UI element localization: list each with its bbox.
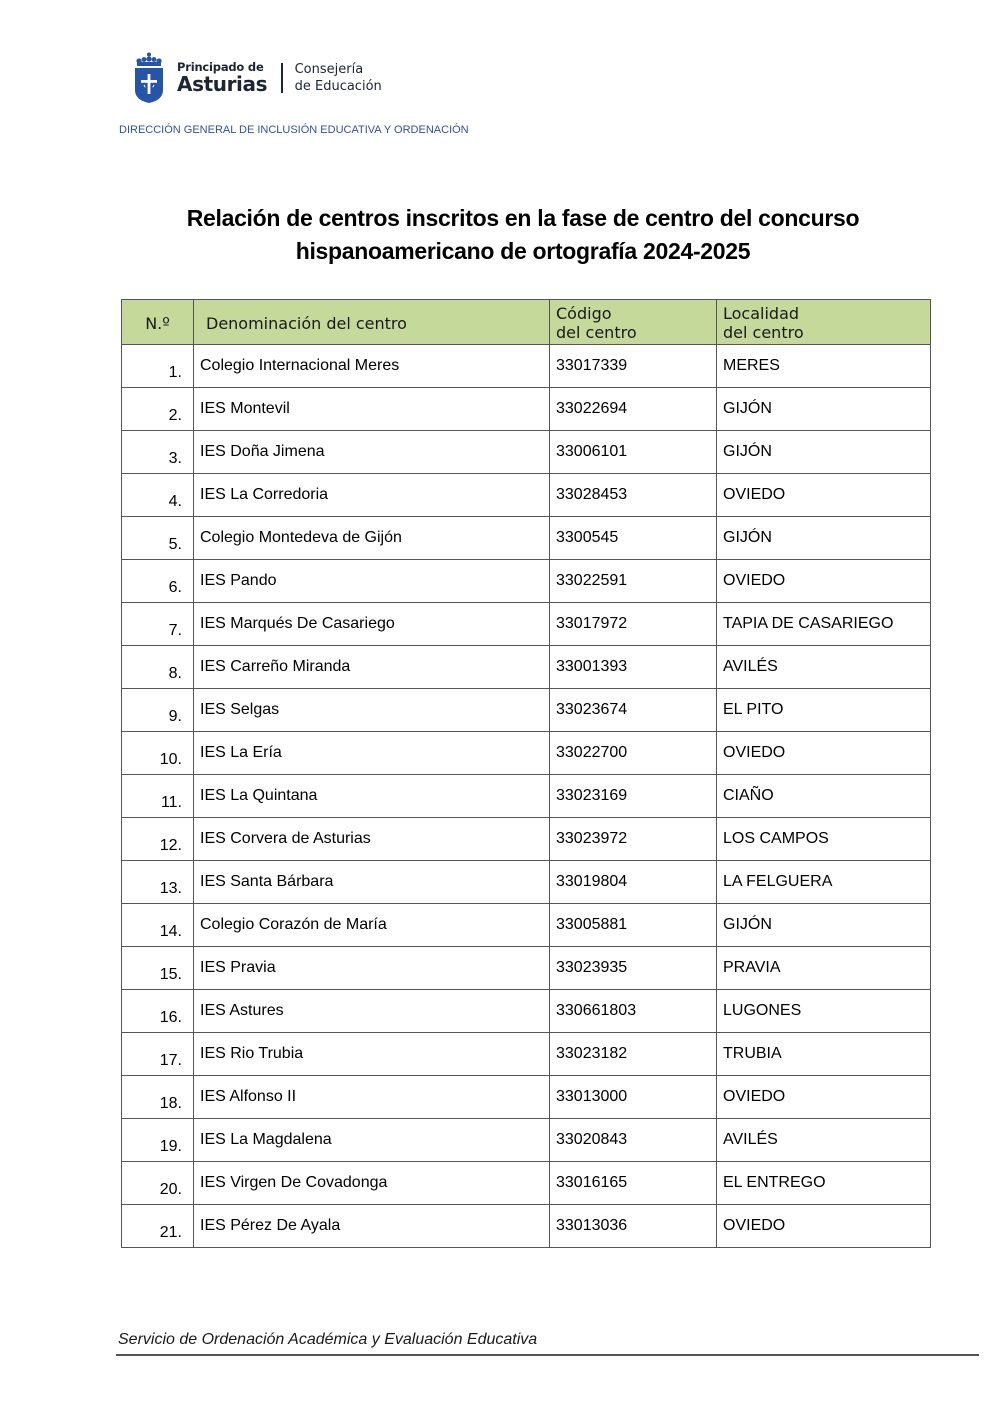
school-locality: GIJÓN — [717, 517, 931, 560]
school-code: 33001393 — [550, 646, 717, 689]
school-locality: EL ENTREGO — [717, 1162, 931, 1205]
brand-top-text: Principado de — [177, 59, 264, 74]
school-locality: TAPIA DE CASARIEGO — [717, 603, 931, 646]
school-code: 330661803 — [550, 990, 717, 1033]
school-code: 33022700 — [550, 732, 717, 775]
table-row — [122, 990, 931, 1033]
school-locality: AVILÉS — [717, 646, 931, 689]
school-code: 33023182 — [550, 1033, 717, 1076]
school-locality: OVIEDO — [717, 1205, 931, 1248]
school-code: 33023674 — [550, 689, 717, 732]
school-code: 33022694 — [550, 388, 717, 431]
school-code: 33017972 — [550, 603, 717, 646]
table-row — [122, 517, 931, 560]
school-name: IES La Corredoria — [194, 474, 550, 517]
schools-table — [121, 299, 931, 1248]
row-number: 16. — [122, 990, 194, 1033]
column-header-code — [550, 300, 717, 345]
school-code: 33023169 — [550, 775, 717, 818]
school-code: 33028453 — [550, 474, 717, 517]
school-name: IES Pravia — [194, 947, 550, 990]
school-locality: OVIEDO — [717, 1076, 931, 1119]
school-name: IES Selgas — [194, 689, 550, 732]
footer-divider — [116, 1354, 979, 1356]
department-line-1: Consejería — [294, 62, 364, 77]
document-title-line-2: hispanoamericano de ortografía 2024-2025 — [295, 238, 751, 264]
school-locality: PRAVIA — [717, 947, 931, 990]
school-name: IES La Quintana — [194, 775, 550, 818]
row-number: 11. — [122, 775, 194, 818]
row-number: 19. — [122, 1119, 194, 1162]
school-code: 33016165 — [550, 1162, 717, 1205]
row-number: 12. — [122, 818, 194, 861]
school-name: IES Pérez De Ayala — [194, 1205, 550, 1248]
row-number: 15. — [122, 947, 194, 990]
school-locality: LOS CAMPOS — [717, 818, 931, 861]
table-header-row — [122, 300, 931, 345]
school-code: 33020843 — [550, 1119, 717, 1162]
table-row — [122, 388, 931, 431]
table-row — [122, 861, 931, 904]
brand-main-text: Asturias — [177, 72, 268, 97]
school-code: 33005881 — [550, 904, 717, 947]
school-code: 33023972 — [550, 818, 717, 861]
footer-service-name: Servicio de Ordenación Académica y Evaluación Educativa — [118, 1331, 538, 1348]
row-number: 13. — [122, 861, 194, 904]
column-header-locality — [717, 300, 931, 345]
table-row — [122, 345, 931, 388]
department-name — [295, 61, 382, 95]
brand-name — [177, 59, 268, 97]
school-code: 33017339 — [550, 345, 717, 388]
table-row — [122, 904, 931, 947]
table-row — [122, 431, 931, 474]
table-row — [122, 560, 931, 603]
school-name: IES Virgen De Covadonga — [194, 1162, 550, 1205]
school-locality: OVIEDO — [717, 474, 931, 517]
row-number: 21. — [122, 1205, 194, 1248]
table-row — [122, 1162, 931, 1205]
row-number: 8. — [122, 646, 194, 689]
school-locality: GIJÓN — [717, 431, 931, 474]
school-locality: LA FELGUERA — [717, 861, 931, 904]
table-row — [122, 732, 931, 775]
school-locality: GIJÓN — [717, 904, 931, 947]
school-name: Colegio Internacional Meres — [194, 345, 550, 388]
row-number: 17. — [122, 1033, 194, 1076]
school-name: IES Marqués De Casariego — [194, 603, 550, 646]
school-locality: CIAÑO — [717, 775, 931, 818]
school-locality: LUGONES — [717, 990, 931, 1033]
row-number: 4. — [122, 474, 194, 517]
school-name: IES Alfonso II — [194, 1076, 550, 1119]
column-header-code-line-1: Código — [556, 304, 612, 323]
school-locality: GIJÓN — [717, 388, 931, 431]
row-number: 1. — [122, 345, 194, 388]
table-row — [122, 646, 931, 689]
school-name: IES La Magdalena — [194, 1119, 550, 1162]
row-number: 9. — [122, 689, 194, 732]
table-row — [122, 1076, 931, 1119]
school-locality: OVIEDO — [717, 732, 931, 775]
school-locality: TRUBIA — [717, 1033, 931, 1076]
school-name: IES Carreño Miranda — [194, 646, 550, 689]
school-code: 33013036 — [550, 1205, 717, 1248]
table-row — [122, 818, 931, 861]
column-header-number: N.º — [122, 300, 194, 345]
school-name: IES Corvera de Asturias — [194, 818, 550, 861]
table-row — [122, 689, 931, 732]
column-header-name: Denominación del centro — [194, 300, 550, 345]
school-code: 33013000 — [550, 1076, 717, 1119]
school-code: 33022591 — [550, 560, 717, 603]
table-row — [122, 775, 931, 818]
table-row — [122, 474, 931, 517]
document-title — [100, 202, 946, 268]
directorate-heading: DIRECCIÓN GENERAL DE INCLUSIÓN EDUCATIVA Y ORDENACIÓN — [119, 124, 469, 136]
school-name: IES Montevil — [194, 388, 550, 431]
school-name: IES Rio Trubia — [194, 1033, 550, 1076]
school-code: 3300545 — [550, 517, 717, 560]
school-locality: MERES — [717, 345, 931, 388]
table-row — [122, 1119, 931, 1162]
school-locality: EL PITO — [717, 689, 931, 732]
school-code: 33006101 — [550, 431, 717, 474]
row-number: 14. — [122, 904, 194, 947]
school-name: IES La Ería — [194, 732, 550, 775]
row-number: 7. — [122, 603, 194, 646]
document-title-line-1: Relación de centros inscritos en la fase de centro del concurso — [186, 205, 860, 231]
row-number: 2. — [122, 388, 194, 431]
column-header-locality-line-1: Localidad — [723, 304, 800, 323]
table-row — [122, 603, 931, 646]
logo-divider — [281, 63, 283, 93]
row-number: 5. — [122, 517, 194, 560]
row-number: 20. — [122, 1162, 194, 1205]
school-name: Colegio Montedeva de Gijón — [194, 517, 550, 560]
school-name: IES Astures — [194, 990, 550, 1033]
organization-logo — [134, 52, 382, 104]
row-number: 6. — [122, 560, 194, 603]
table-row — [122, 1033, 931, 1076]
school-locality: AVILÉS — [717, 1119, 931, 1162]
table-row — [122, 947, 931, 990]
school-code: 33023935 — [550, 947, 717, 990]
row-number: 10. — [122, 732, 194, 775]
school-name: IES Doña Jimena — [194, 431, 550, 474]
school-name: IES Pando — [194, 560, 550, 603]
school-name: Colegio Corazón de María — [194, 904, 550, 947]
row-number: 3. — [122, 431, 194, 474]
row-number: 18. — [122, 1076, 194, 1119]
asturias-shield-icon — [134, 52, 164, 104]
department-line-2: de Educación — [294, 79, 382, 94]
table-row — [122, 1205, 931, 1248]
column-header-locality-line-2: del centro — [723, 323, 804, 342]
school-name: IES Santa Bárbara — [194, 861, 550, 904]
school-code: 33019804 — [550, 861, 717, 904]
column-header-code-line-2: del centro — [556, 323, 637, 342]
school-locality: OVIEDO — [717, 560, 931, 603]
